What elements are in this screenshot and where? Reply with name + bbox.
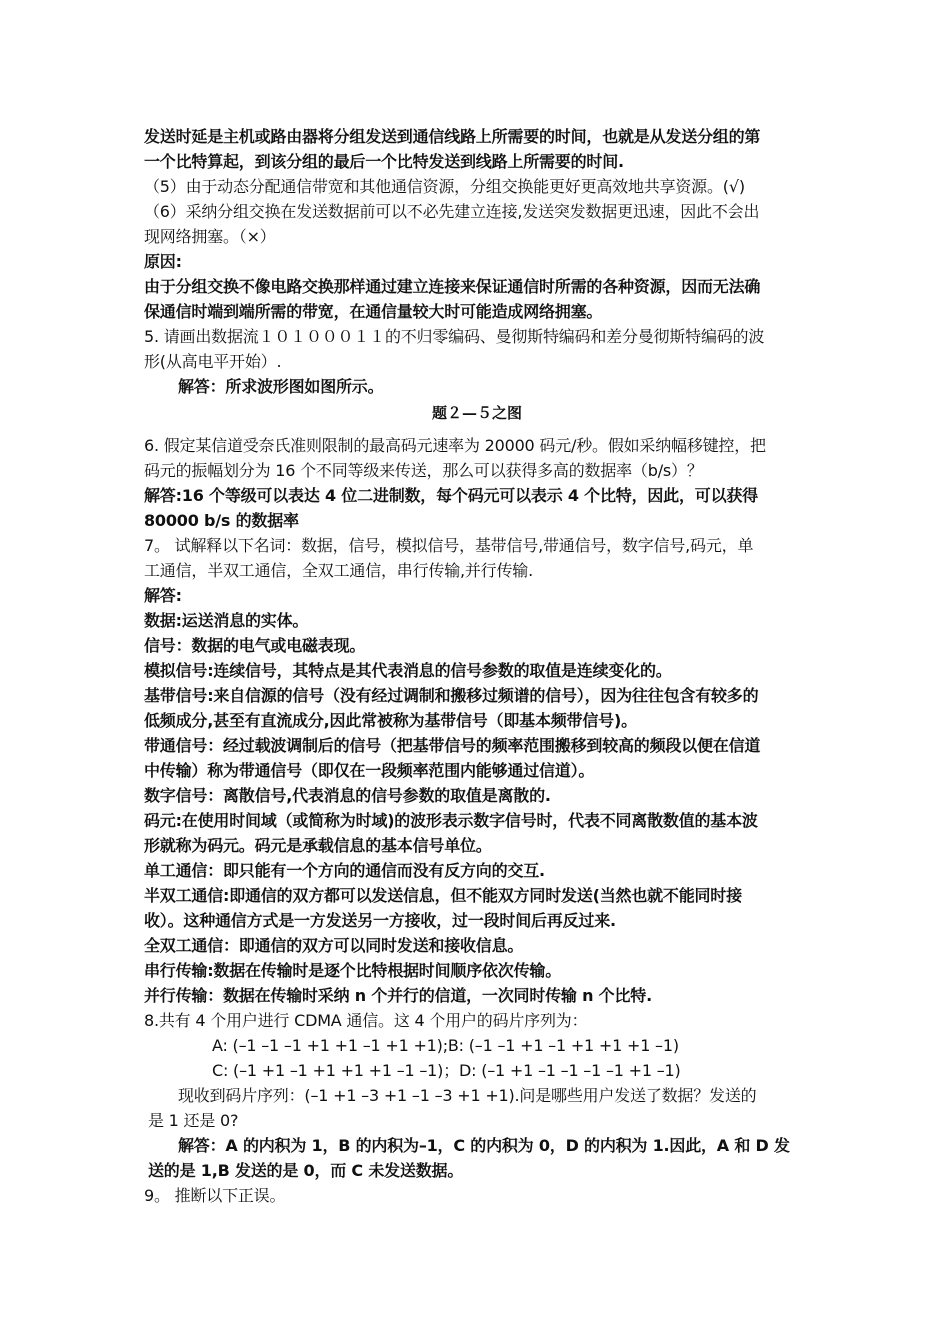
text-line: 是 1 还是 0? — [148, 1111, 239, 1130]
text-line: 一个比特算起，到该分组的最后一个比特发送到线路上所需要的时间. — [144, 152, 624, 171]
text-line: 发送时延是主机或路由器将分组发送到通信线路上所需要的时间，也就是从发送分组的第 — [144, 127, 761, 146]
text-line: 工通信，半双工通信，全双工通信，串行传输,并行传输. — [144, 561, 533, 580]
text-line: 7。 试解释以下名词：数据，信号，模拟信号，基带信号,带通信号，数字信号,码元，单 — [144, 536, 754, 555]
text-line: 解答: — [144, 586, 182, 605]
text-line: 半双工通信:即通信的双方都可以发送信息，但不能双方同时发送(当然也就不能同时接 — [144, 886, 742, 905]
text-line: A: (–1 –1 –1 +1 +1 –1 +1 +1);B: (–1 –1 +1 –1 +1 +1 +1 –1) — [212, 1036, 679, 1055]
text-line: 中传输）称为带通信号（即仅在一段频率范围内能够通过信道）。 — [144, 761, 595, 780]
text-line: 原因: — [144, 252, 182, 271]
text-line: C: (–1 +1 –1 +1 +1 +1 –1 –1)；D: (–1 +1 –1 –1 –1 –1 +1 –1) — [212, 1061, 681, 1080]
text-line: 数据:运送消息的实体。 — [144, 611, 309, 630]
text-line: 并行传输：数据在传输时采纳 n 个并行的信道，一次同时传输 n 个比特. — [144, 986, 652, 1005]
text-line: 单工通信：即只能有一个方向的通信而没有反方向的交互. — [144, 861, 545, 880]
text-line: 全双工通信：即通信的双方可以同时发送和接收信息。 — [144, 936, 524, 955]
text-line: 5. 请画出数据流１０１０００１１的不归零编码、曼彻斯特编码和差分曼彻斯特编码的波 — [144, 327, 765, 346]
text-line: 解答:16 个等级可以表达 4 位二进制数，每个码元可以表示 4 个比特，因此，可以获得 — [144, 486, 758, 505]
text-line: 形就称为码元。码元是承载信息的基本信号单位。 — [144, 836, 492, 855]
text-line: 送的是 1,B 发送的是 0，而 C 未发送数据。 — [148, 1161, 464, 1180]
text-line: 8.共有 4 个用户进行 CDMA 通信。这 4 个用户的码片序列为： — [144, 1011, 588, 1030]
text-line: 形(从高电平开始）. — [144, 352, 282, 371]
text-line: （6）采纳分组交换在发送数据前可以不必先建立连接,发送突发数据更迅速，因此不会出 — [144, 202, 760, 221]
text-line: 收）。这种通信方式是一方发送另一方接收，过一段时间后再反过来. — [144, 911, 616, 930]
text-line: 低频成分,甚至有直流成分,因此常被称为基带信号（即基本频带信号)。 — [144, 711, 637, 730]
text-line: 由于分组交换不像电路交换那样通过建立连接来保证通信时所需的各种资源，因而无法确 — [144, 277, 761, 296]
text-line: 数字信号：离散信号,代表消息的信号参数的取值是离散的. — [144, 786, 551, 805]
text-line: 6. 假定某信道受奈氏准则限制的最高码元速率为 20000 码元/秒。假如采纳幅移键控，把 — [144, 436, 766, 455]
text-line: 解答：所求波形图如图所示。 — [178, 377, 384, 396]
text-line: 保通信时端到端所需的带宽，在通信量较大时可能造成网络拥塞。 — [144, 302, 603, 321]
text-line: 现网络拥塞。（×） — [144, 227, 276, 246]
text-block-main — [144, 433, 810, 1208]
text-line: 9。 推断以下正误。 — [144, 1186, 286, 1205]
text-line: 解答：A 的内积为 1，B 的内积为–1，C 的内积为 0，D 的内积为 1.因此，A 和 D 发 — [178, 1136, 790, 1155]
text-line: （5）由于动态分配通信带宽和其他通信资源，分组交换能更好更高效地共享资源。(√) — [144, 177, 745, 196]
text-line: 串行传输:数据在传输时是逐个比特根据时间顺序依次传输。 — [144, 961, 561, 980]
text-line: 码元:在使用时间域（或简称为时域)的波形表示数字信号时，代表不同离散数值的基本波 — [144, 811, 758, 830]
text-line: 信号：数据的电气或电磁表现。 — [144, 636, 366, 655]
text-line: 基带信号:来自信源的信号（没有经过调制和搬移过频谱的信号），因为往往包含有较多的 — [144, 686, 759, 705]
text-line: 码元的振幅划分为 16 个不同等级来传送，那么可以获得多高的数据率（b/s）？ — [144, 461, 703, 480]
text-line: 模拟信号:连续信号，其特点是其代表消息的信号参数的取值是连续变化的。 — [144, 661, 672, 680]
figure-caption: 题２—５之图 — [431, 404, 522, 422]
text-line: 80000 b/s 的数据率 — [144, 511, 299, 530]
text-block-top — [144, 124, 810, 399]
text-line: 现收到码片序列：(–1 +1 –3 +1 –1 –3 +1 +1).问是哪些用户发送了数据？发送的 — [178, 1086, 757, 1105]
text-line: 带通信号：经过载波调制后的信号（把基带信号的频率范围搬移到较高的频段以便在信道 — [144, 736, 761, 755]
